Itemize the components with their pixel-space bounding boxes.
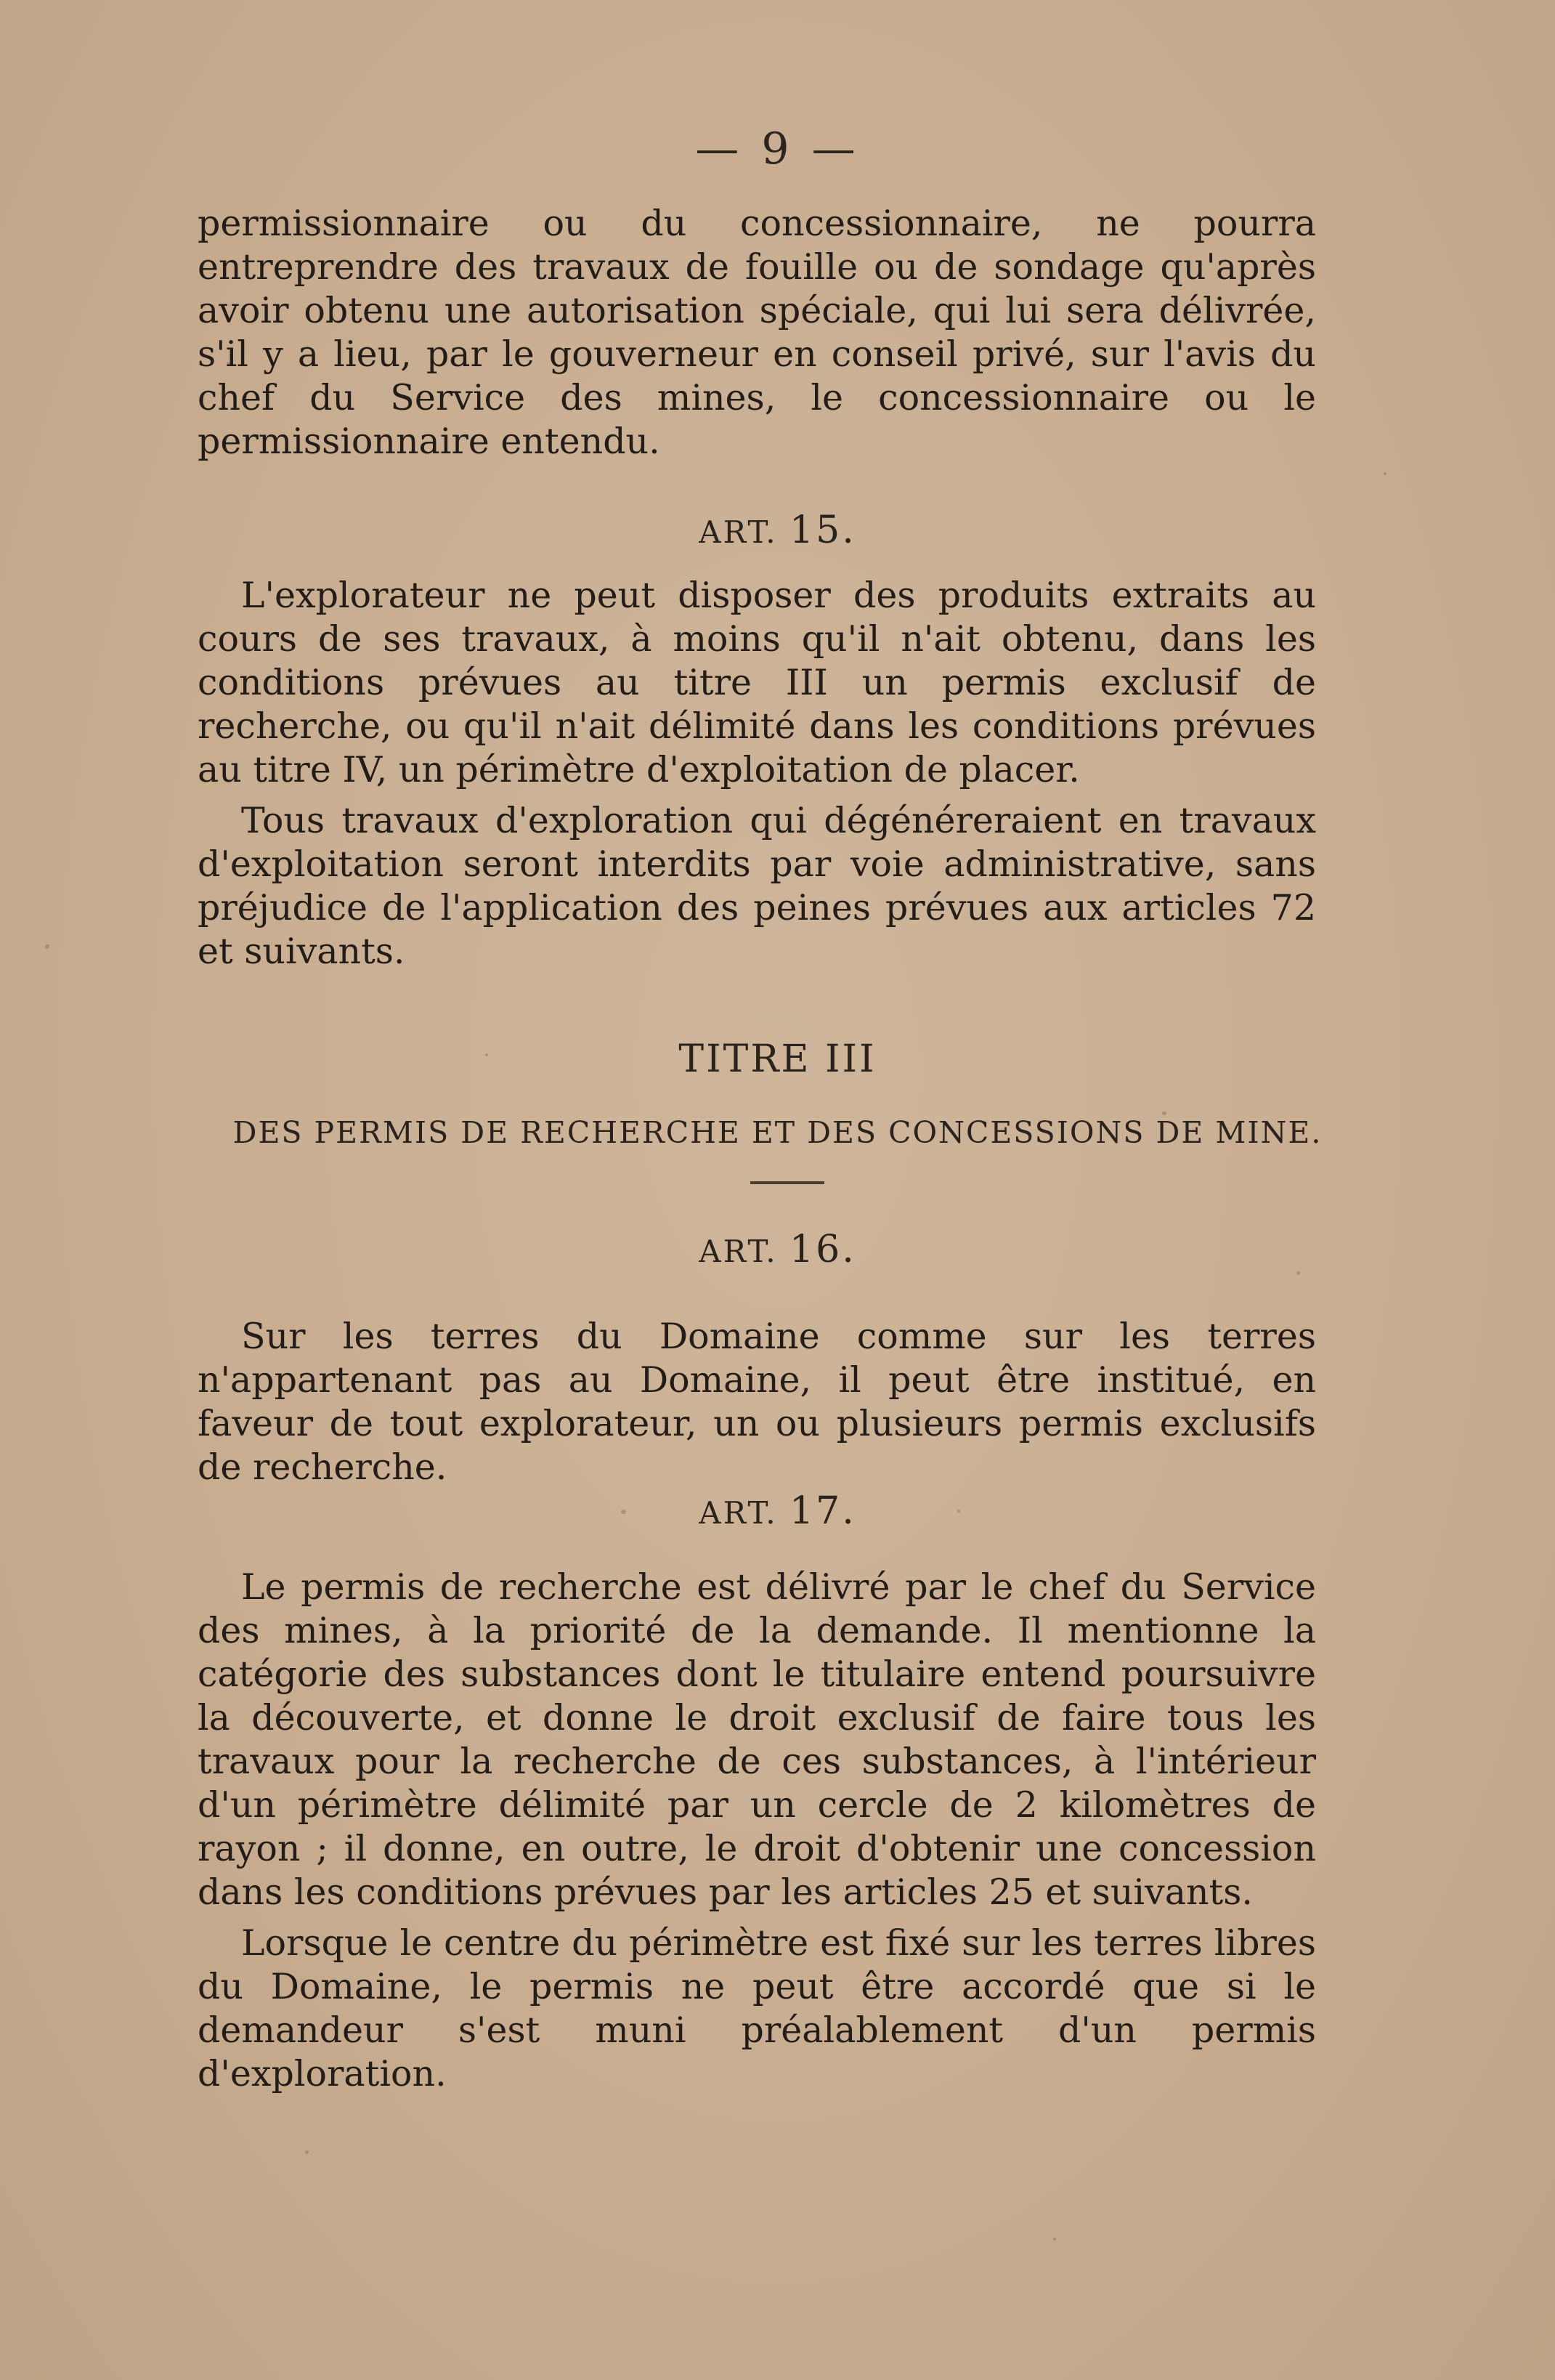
paragraph-text: Sur les terres du Domaine comme sur les terres n'appartenant pas au Domaine, il peut être institué, en faveur de tout explorateur, un ou plusieurs permis exclusifs de recherche. [198, 1316, 1316, 1488]
paper-speck [1384, 472, 1386, 475]
article-label: ART. [699, 1234, 778, 1269]
article-heading-17 [0, 1489, 1555, 1533]
paper-speck [45, 944, 49, 949]
paper-speck [305, 2150, 309, 2154]
article-heading-15 [0, 509, 1555, 552]
article-number: 16. [789, 1228, 856, 1271]
section-divider [750, 1181, 824, 1184]
article-number: 17. [789, 1489, 856, 1533]
page-number: — 9 — [695, 124, 860, 174]
paper-speck [1053, 2238, 1056, 2241]
paragraph-text: Le permis de recherche est délivré par le chef du Service des mines, à la priorité de la demande. Il mentionne la catégorie des substances dont le titulaire entend poursuivre la découverte, et donne le droit exclusif de faire tous les travaux pour la recherche de ces substances, à l'intérieur d'un périmètre délimité par un cercle de 2 kilomètres de rayon ; il donne, en outre, le droit d'obtenir une concession dans les conditions prévues par les articles 25 et suivants. [198, 1566, 1316, 1913]
paper-speck [1296, 1271, 1300, 1275]
article-16-body [198, 1315, 1316, 1489]
paragraph-continuation [198, 202, 1316, 464]
article-number: 15. [789, 509, 856, 552]
article-label: ART. [699, 1495, 778, 1531]
article-label: ART. [699, 514, 778, 550]
title-heading: TITRE III [678, 1037, 877, 1081]
article-17-body [198, 1566, 1316, 2096]
paragraph-text: Tous travaux d'exploration qui dégénéreraient en travaux d'exploitation seront interdits par voie administrative, sans préjudice de l'application des peines prévues aux articles 72 et suivants. [198, 800, 1316, 972]
paragraph-text: L'explorateur ne peut disposer des produits extraits au cours de ses travaux, à moins qu'il n'ait obtenu, dans les conditions prévues au titre III un permis exclusif de recherche, ou qu'il n'ait délimité dans les conditions prévues au titre IV, un périmètre d'exploitation de placer. [198, 575, 1316, 790]
paragraph-text: permissionnaire ou du concessionnaire, ne pourra entreprendre des travaux de fouille ou de sondage qu'après avoir obtenu une autorisation spéciale, qui lui sera délivrée, s'il y a lieu, par le gouverneur en conseil privé, sur l'avis du chef du Service des mines, le concessionnaire ou le permissionnaire entendu. [198, 203, 1316, 462]
article-heading-16 [0, 1228, 1555, 1271]
title-subheading: DES PERMIS DE RECHERCHE ET DES CONCESSIONS DE MINE. [232, 1115, 1323, 1150]
paragraph-text: Lorsque le centre du périmètre est fixé sur les terres libres du Domaine, le permis ne peut être accordé que si le demandeur s'est muni préalablement d'un permis d'exploration. [198, 1922, 1316, 2094]
article-15-body [198, 574, 1316, 974]
